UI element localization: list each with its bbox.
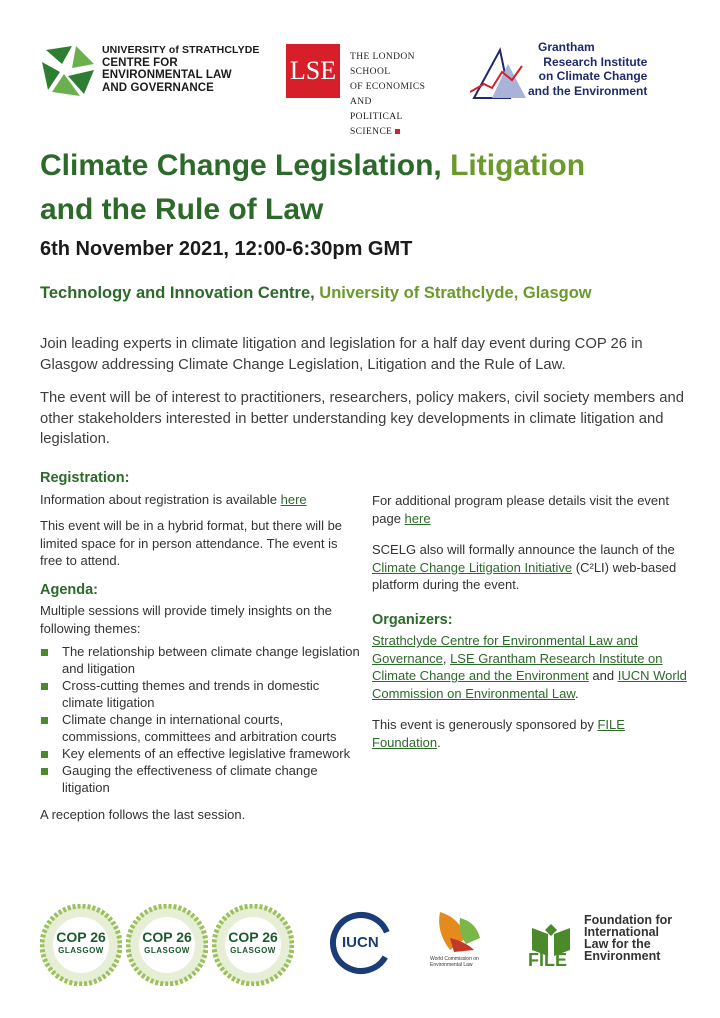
strathclyde-university: UNIVERSITY of STRATHCLYDE [102, 44, 260, 56]
grantham-line2: Research Institute [543, 54, 648, 69]
venue-part2: University of Strathclyde, Glasgow [319, 284, 592, 302]
agenda-heading: Agenda: [40, 581, 98, 598]
lse-line1: THE LONDON SCHOOL [350, 52, 415, 77]
grantham-logo [470, 38, 690, 102]
grantham-mountain-icon [470, 44, 534, 102]
lse-logo [286, 44, 446, 137]
lse-line3: POLITICAL SCIENCE [350, 112, 403, 137]
lse-line2: OF ECONOMICS AND [350, 82, 426, 107]
file-line1: Foundation for [584, 913, 673, 927]
agenda-intro: Multiple sessions will provide timely insights on the following themes: [40, 603, 332, 636]
grantham-line3: on Climate Change [538, 69, 648, 83]
cop26-line1: COP 26 [142, 929, 192, 945]
event-page-link[interactable]: here [404, 510, 431, 526]
lse-square-icon [395, 129, 400, 134]
iucn-label: IUCN [342, 934, 379, 951]
file-foundation-link[interactable]: FILE Foundation [372, 717, 625, 750]
footer-logos [30, 898, 690, 988]
cop26-line2: GLASGOW [144, 946, 190, 955]
left-column [40, 470, 360, 833]
cop26-line1: COP 26 [228, 929, 278, 945]
list-item: The relationship between climate change legislation and litigation [40, 643, 360, 677]
strathclyde-line2: ENVIRONMENTAL LAW [102, 69, 232, 81]
strathclyde-line3: AND GOVERNANCE [102, 81, 214, 94]
file-line3: Law for the [584, 937, 651, 951]
title-part3: and the Rule of Law [40, 193, 324, 226]
strathclyde-logo [40, 42, 270, 102]
lse-grantham-link[interactable]: LSE Grantham Research Institute on Climate Change and the Environment [372, 650, 663, 683]
agenda-themes-list [40, 643, 360, 796]
venue-part1: Technology and Innovation Centre, [40, 284, 320, 302]
title-part2: Litigation [450, 149, 586, 182]
lse-mark: LSE [286, 44, 340, 98]
organizers-list: Strathclyde Centre for Environmental Law and Governance, LSE Grantham Research Institute on Climate Change and the Environment and IUCN World Commission on Environmental Law. [372, 633, 687, 701]
cop26-logo [40, 904, 122, 986]
list-item: Cross-cutting themes and trends in domestic climate litigation [40, 677, 360, 711]
cop26-line2: GLASGOW [230, 946, 276, 955]
grantham-line1: Grantham [538, 40, 595, 54]
header-logos [40, 38, 690, 137]
list-item: Climate change in international courts, commissions, committees and arbitration courts [40, 711, 360, 745]
list-item: Gauging the effectiveness of climate change litigation [40, 762, 360, 796]
scelg-link[interactable]: Strathclyde Centre for Environmental Law and Governance [372, 633, 638, 666]
wcel-leaf-icon [430, 908, 490, 954]
registration-info: Information about registration is available here [40, 491, 307, 507]
file-line4: Environment [584, 949, 661, 963]
strathclyde-line1: CENTRE FOR [102, 56, 178, 69]
intro-paragraph-2: The event will be of interest to practitioners, researchers, policy makers, civil society members and other stakeholders interested in better understanding key developments in climate litigation and legislation. [40, 390, 684, 447]
strathclyde-pinwheel-icon [40, 42, 96, 98]
event-venue [40, 284, 592, 303]
registration-heading: Registration: [40, 470, 130, 486]
reception-note: A reception follows the last session. [40, 807, 246, 822]
cop26-line2: GLASGOW [58, 946, 104, 955]
file-line2: International [584, 925, 660, 939]
file-wordmark: FILE [528, 950, 567, 970]
cop26-logo [126, 904, 208, 986]
sponsor-info: This event is generously sponsored by FILE Foundation. [372, 717, 625, 750]
file-logo [528, 912, 698, 972]
list-item: Key elements of an effective legislative framework [40, 745, 360, 762]
wcel-logo [430, 908, 500, 980]
cop26-line1: COP 26 [56, 929, 106, 945]
c2li-link[interactable]: Climate Change Litigation Initiative [372, 559, 573, 575]
registration-link[interactable]: here [280, 491, 307, 507]
iucn-logo [328, 910, 394, 976]
wcel-label: World Commission on Environmental Law [430, 956, 479, 968]
cop26-logo [212, 904, 294, 986]
right-column [372, 492, 692, 760]
organizers-heading: Organizers: [372, 611, 453, 628]
iucn-wcel-link[interactable]: IUCN World Commission on Environmental Law [372, 668, 687, 701]
program-info: For additional program please details visit the event page here [372, 493, 669, 526]
grantham-line4: and the Environment [528, 83, 648, 98]
registration-format: This event will be in a hybrid format, but there will be limited space for in person attendance. The event is free to attend. [40, 518, 343, 568]
scelg-announcement: SCELG also will formally announce the launch of the Climate Change Litigation Initiative (C²LI) web-based platform during the event. [372, 542, 677, 592]
intro-paragraph-1: Join leading experts in climate litigation and legislation for a half day event during COP 26 in Glasgow addressing Climate Change Legislation, Litigation and the Rule of Law. [40, 336, 643, 373]
event-date: 6th November 2021, 12:00-6:30pm GMT [40, 238, 413, 260]
event-title [40, 144, 680, 232]
title-part1: Climate Change Legislation, [40, 149, 451, 182]
